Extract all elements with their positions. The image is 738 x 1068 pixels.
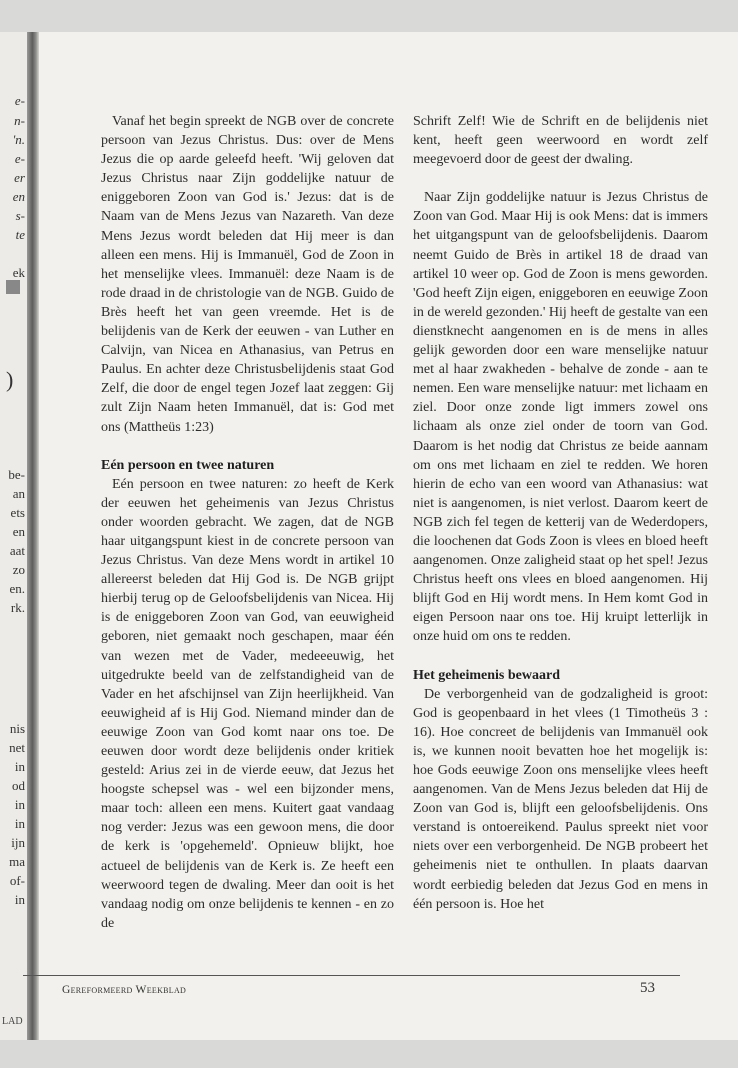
margin-fragment: in (14, 816, 25, 831)
page (39, 32, 738, 1040)
margin-fragment: n- (14, 113, 25, 128)
margin-fragment: nis (9, 721, 25, 736)
margin-fragment: er (14, 170, 25, 185)
margin-fragment: an (12, 486, 25, 501)
margin-block-mark (6, 280, 20, 294)
book-gutter (27, 32, 39, 1040)
text-column-right (413, 112, 708, 914)
left-page-footer-stub: LAD (2, 1016, 23, 1027)
margin-fragment: ma (9, 854, 25, 869)
margin-fragment: in (14, 797, 25, 812)
margin-fragment: rk. (10, 600, 25, 615)
section-heading-mystery: Het geheimenis bewaard (413, 667, 560, 683)
left-page-edge (0, 32, 27, 1040)
margin-paren-mark: ) (6, 367, 14, 392)
margin-fragment: in (14, 892, 25, 907)
section-paragraph-one-person: Eén persoon en twee naturen: zo heeft de Kerk der eeuwen het geheimenis van Jezus Christus onder woorden gebracht. We zagen, dat de NGB haar uitgangspunt kiest in de concrete persoon van Jezus Christus. Van deze Mens wordt in artikel 10 allereerst beleden dat Hij God is. De NGB grijpt hierbij terug op de Geloofsbelijdenis van Nicea. Hij is de eniggeboren Zoon van God, van eeuwigheid geboren, niet gemaakt noch geschapen, maar één van wezen met de Vader, medeeeuwig, het uitgedrukte beeld van de zelfstandigheid van de Vader en het afschijnsel van Zijn heerlijkheid. Van eeuwigheid af is Hij God. Niemand minder dan de eeuwige Zoon van God komt naar ons toe. De eeuwen door wordt deze belijdenis onder kritiek gesteld: Arius zei in de vierde eeuw, dat Jezus het hoogste schepsel was - wel een bijzonder mens, maar toch: alleen een mens. Kuitert gaat vandaag nog verder: Jezus was een gewoon mens, die door de kerk is 'opgehemeld'. Opnieuw blijkt, hoe actueel de belijdenis van de Kerk is. Ze heeft een weerwoord tegen de dwaling. Meer dan ooit is het vandaag nodig om onze belijdenis te kennen - en zo de (101, 476, 394, 931)
margin-fragment: net (9, 740, 25, 755)
margin-fragment: of- (9, 873, 25, 888)
margin-fragment: aat (9, 543, 25, 558)
margin-fragment: en (12, 524, 25, 539)
continuation-paragraph: Schrift Zelf! Wie de Schrift en de belijdenis niet kent, heeft geen weerwoord en wordt zelf meegevoerd door de geest der dwaling. (413, 114, 708, 168)
margin-fragment: e- (14, 93, 25, 108)
margin-fragment: s- (15, 208, 25, 223)
text-column-left (101, 112, 394, 933)
section-paragraph-mystery: De verborgenheid van de godzaligheid is groot: God is geopenbaard in het vlees (1 Timotheüs 3 : 16). Hoe concreet de belijdenis van Immanuël ook is, we kunnen nooit bevatten hoe het mogelijk is: hoe Gods eeuwige Zoon ons menselijke vlees heeft aangenomen. Van de Mens Jezus beleden dat Hij de Zoon van God is, blijft een geloofsbelijdenis. Ons verstand is ontoereikend. Paulus spreekt niet voor niets over een verborgenheid. De NGB probeert het geheimenis niet te onthullen. In plaats daarvan wordt eerbiedig beleden dat Jezus God en mens in één persoon is. Hoe het (413, 686, 708, 912)
paragraph-divine-nature: Naar Zijn goddelijke natuur is Jezus Christus de Zoon van God. Maar Hij is ook Mens: dat is immers het uitgangspunt van de geloofsbelijdenis. Daarom neemt Guido de Brès in artikel 18 de draad van artikel 10 weer op. God de Zoon is mens geworden. 'God heeft Zijn eigen, eniggeboren en eeuwige Zoon in de wereld gezonden.' Hij heeft de gestalte van een dienstknecht aangenomen en is de mens in alles gelijk geworden door een ware menselijke natuur met al haar zwakheden - behalve de zonde - aan te nemen. Een ware menselijke natuur: met lichaam en ziel. Door onze zonde ligt immers zowel ons lichaam als onze ziel onder de toorn van God. Daarom is het nodig dat Christus ze beide aannam om ons met lichaam en ziel te redden. We horen hierin de echo van een woord van Athanasius: wat niet is aangenomen, is niet verlost. Daarom keert de NGB zich fel tegen de ketterij van de Wederdopers, die loochenen dat Gods Zoon is vlees en bloed heeft aangenomen. Onze zaligheid staat op het spel! Jezus Christus heeft ons vlees en bloed aangenomen. Hij blijft God en Hij wordt mens. In Hem komt God in eigen Persoon naar ons toe. Hij kruipt letterlijk in onze huid om ons te redden. (413, 190, 708, 645)
margin-fragment: ijn (11, 835, 25, 850)
margin-fragment: 'n. (12, 132, 25, 147)
intro-paragraph: Vanaf het begin spreekt de NGB over de concrete persoon van Jezus Christus. Dus: over de Mens Jezus die op aarde geleefd heeft. 'Wij geloven dat Jezus Christus naar Zijn goddelijke natuur de eniggeboren Zoon van God is.' Jezus: dat is de Naam van de Mens Jezus van Nazareth. Van deze Mens Jezus wordt beleden dat Hij meer is dan alleen een mens. Hij is Immanuël, God de Zoon in het menselijke vlees. Immanuël: deze Naam is de rode draad in de christologie van de NGB. Guido de Brès heeft het van geen vreemde. Het is de belijdenis van de Kerk der eeuwen - van Luther en Calvijn, van Nicea en Athanasius, van Petrus en Paulus. En achter deze Christusbelijdenis staat God Zelf, die door de engel tegen Jozef laat zeggen: Gij zult Zijn Naam heten Immanuël, dat is: God met ons (Mattheüs 1:23) (101, 114, 394, 435)
margin-fragment: zo (12, 562, 25, 577)
margin-fragment: od (12, 778, 25, 793)
page-number: 53 (640, 980, 655, 996)
margin-fragment: ek (12, 265, 25, 280)
margin-fragment: ets (10, 505, 25, 520)
margin-fragment: en. (9, 581, 25, 596)
margin-fragment: te (15, 227, 25, 242)
margin-fragment: be- (8, 467, 25, 482)
margin-fragment: en (12, 189, 25, 204)
section-heading-one-person: Eén persoon en twee naturen (101, 457, 275, 473)
margin-fragment: in (14, 759, 25, 774)
footer-rule (23, 975, 680, 976)
publication-name: Gereformeerd Weekblad (62, 984, 187, 996)
margin-fragment: e- (14, 151, 25, 166)
